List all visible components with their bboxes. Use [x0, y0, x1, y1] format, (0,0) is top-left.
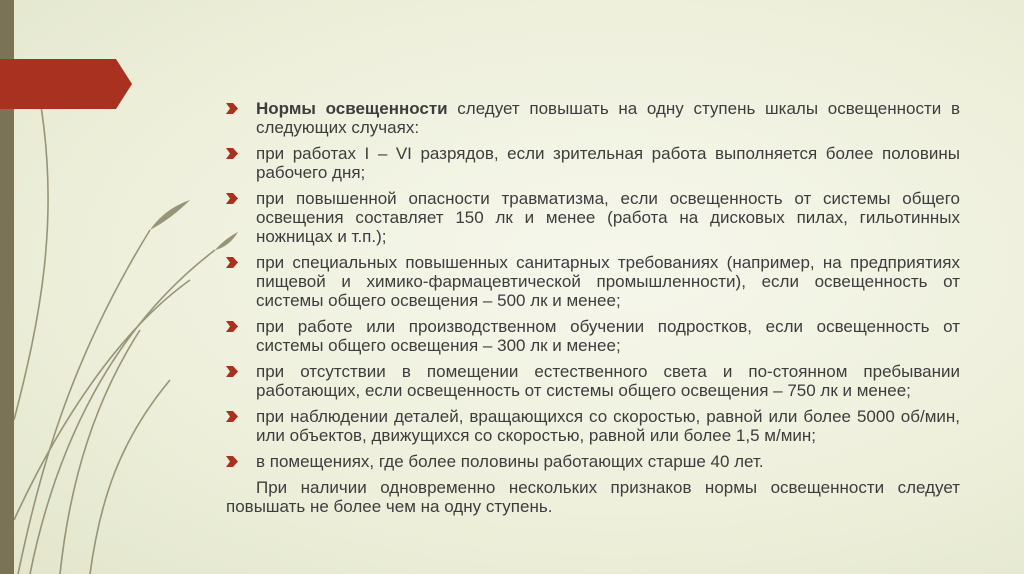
closing-note-text: При наличии одновременно нескольких признаков нормы освещенности следует повышать не более чем на одну ступень. — [226, 478, 960, 516]
list-item-text: при работе или производственном обучении подростков, если освещенность от системы общего освещения – 300 лк и менее; — [256, 317, 960, 355]
list-item-text: при специальных повышенных санитарных требованиях (например, на предприятиях пищевой и химико-фармацевтической промышленности), если освещенность от системы общего освещения – 500 лк и менее; — [256, 253, 960, 310]
list-item-intro — [226, 99, 960, 137]
list-item — [226, 253, 960, 310]
closing-note — [226, 478, 960, 516]
list-item — [226, 144, 960, 182]
title-accent-arrow — [0, 59, 132, 109]
arrow-bullet-icon — [226, 456, 238, 467]
list-item-text: при работах I – VI разрядов, если зрительная работа выполняется более половины рабочего дня; — [256, 144, 960, 182]
list-item-text: при наблюдении деталей, вращающихся со скоростью, равной или более 5000 об/мин, или объектов, движущихся со скоростью, равной или более 1,5 м/мин; — [256, 407, 960, 445]
arrow-bullet-icon — [226, 366, 238, 377]
arrow-bullet-icon — [226, 193, 238, 204]
list-item — [226, 189, 960, 246]
arrow-bullet-icon — [226, 411, 238, 422]
arrow-bullet-icon — [226, 321, 238, 332]
list-item-text: при отсутствии в помещении естественного света и по-стоянном пребывании работающих, если освещенность от системы общего освещения – 750 лк и менее; — [256, 362, 960, 400]
slide-body — [226, 99, 960, 516]
intro-text: следует повышать на одну ступень шкалы освещенности в следующих случаях: — [256, 99, 960, 137]
list-item — [226, 362, 960, 400]
list-item — [226, 317, 960, 355]
list-item — [226, 452, 960, 471]
intro-bold-text: Нормы освещенности — [256, 99, 448, 118]
arrow-bullet-icon — [226, 103, 238, 114]
arrow-bullet-icon — [226, 257, 238, 268]
list-item-text: в помещениях, где более половины работающих старше 40 лет. — [256, 452, 764, 471]
list-item-text: при повышенной опасности травматизма, если освещенность от системы общего освещения составляет 150 лк и менее (работа на дисковых пилах, гильотинных ножницах и т.п.); — [256, 189, 960, 246]
list-item — [226, 407, 960, 445]
arrow-bullet-icon — [226, 148, 238, 159]
